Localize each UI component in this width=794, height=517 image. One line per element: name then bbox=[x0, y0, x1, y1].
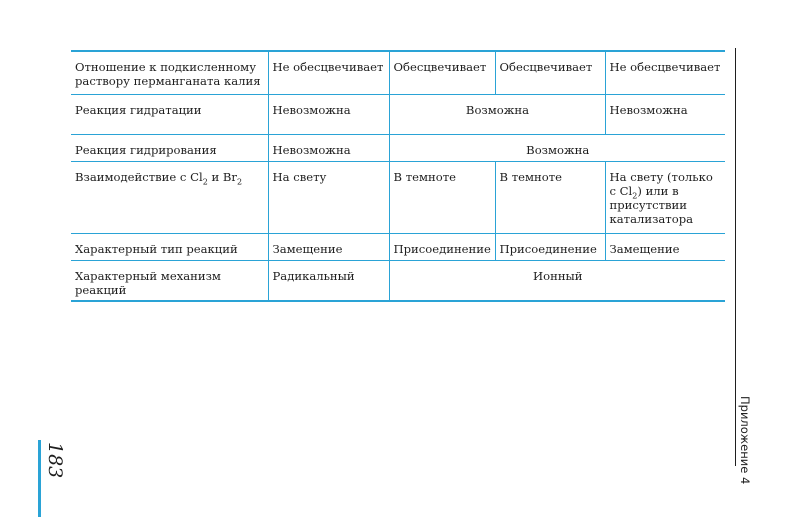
table-cell: В темноте bbox=[389, 161, 495, 233]
table-cell: Радикальный bbox=[268, 260, 389, 301]
appendix-label: Приложение 4 bbox=[738, 396, 752, 485]
cell-text: На свету (только с Cl bbox=[609, 169, 713, 198]
subscript: 2 bbox=[236, 176, 243, 186]
row-label: Отношение к подкисленному раствору перманганата калия bbox=[71, 51, 268, 94]
table-cell: Замещение bbox=[605, 233, 725, 260]
row-label: Реакция гидратации bbox=[71, 94, 268, 134]
table-cell: Невозможна bbox=[605, 94, 725, 134]
table-cell: Возможна bbox=[389, 94, 605, 134]
row-label bbox=[71, 161, 268, 233]
table-row bbox=[71, 233, 725, 260]
subscript: 2 bbox=[202, 176, 208, 186]
label-text: и Br bbox=[207, 169, 237, 184]
table-cell: Присоединение bbox=[495, 233, 605, 260]
row-label: Характерный тип реакций bbox=[71, 233, 268, 260]
table-cell: Обесцвечивает bbox=[389, 51, 495, 94]
table-cell: В темноте bbox=[495, 161, 605, 233]
label-text: Взаимодействие с Cl bbox=[75, 169, 203, 184]
table-cell: Замещение bbox=[268, 233, 389, 260]
data-table bbox=[71, 50, 725, 302]
table-cell: Не обесцвечивает bbox=[268, 51, 389, 94]
table-cell: Ионный bbox=[389, 260, 725, 301]
table-cell: На свету bbox=[268, 161, 389, 233]
table-row bbox=[71, 94, 725, 134]
cell-text: ) или в присутствии катализатора bbox=[609, 183, 694, 226]
table-cell: Невозможна bbox=[268, 134, 389, 161]
row-label: Реакция гидрирования bbox=[71, 134, 268, 161]
table-row bbox=[71, 161, 725, 233]
page-edge-bar bbox=[38, 440, 41, 517]
table-row bbox=[71, 260, 725, 301]
table-cell bbox=[605, 161, 725, 233]
table-cell: Обесцвечивает bbox=[495, 51, 605, 94]
row-label: Характерный механизм реакций bbox=[71, 260, 268, 301]
margin-rule bbox=[735, 48, 736, 466]
page-number: 183 bbox=[44, 442, 66, 479]
table-cell: Возможна bbox=[389, 134, 725, 161]
table-cell: Присоединение bbox=[389, 233, 495, 260]
table-row bbox=[71, 134, 725, 161]
table-cell: Не обесцвечивает bbox=[605, 51, 725, 94]
table-cell: Невозможна bbox=[268, 94, 389, 134]
table-row bbox=[71, 51, 725, 94]
subscript: 2 bbox=[632, 190, 638, 200]
